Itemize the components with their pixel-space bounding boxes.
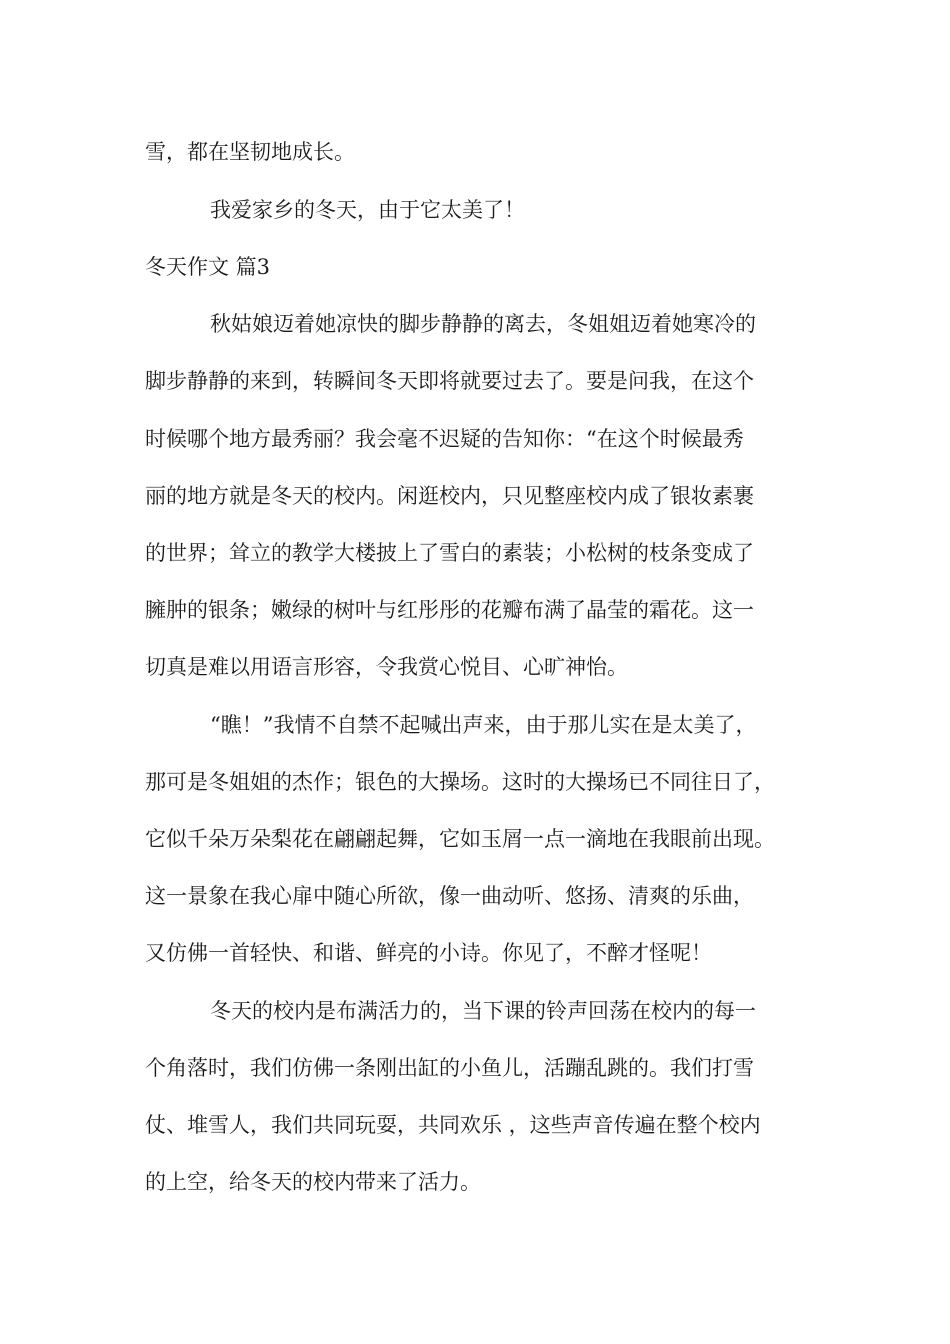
paragraph-line: 丽的地方就是冬天的校内。闲逛校内，只见整座校内成了银妆素裹 bbox=[145, 484, 754, 508]
section-heading: 冬天作文 篇3 bbox=[145, 255, 271, 279]
paragraph-line: 臃肿的银条；嫩绿的树叶与红彤彤的花瓣布满了晶莹的霜花。这一 bbox=[145, 598, 754, 622]
paragraph-line: 我爱家乡的冬天，由于它太美了！ bbox=[210, 198, 525, 222]
paragraph-line: 个角落时，我们仿佛一条刚出缸的小鱼儿，活蹦乱跳的。我们打雪 bbox=[145, 1056, 754, 1080]
paragraph-line: “瞧！”我情不自禁不起喊出声来，由于那儿实在是太美了， bbox=[210, 713, 757, 737]
paragraph-line: 切真是难以用语言形容，令我赏心悦目、心旷神怡。 bbox=[145, 655, 628, 679]
paragraph-line: 又仿佛一首轻快、和谐、鲜亮的小诗。你见了，不醉才怪呢！ bbox=[145, 941, 712, 965]
paragraph-line: 那可是冬姐姐的杰作；银色的大操场。这时的大操场已不同往日了， bbox=[145, 770, 775, 794]
paragraph-line: 雪，都在坚韧地成长。 bbox=[145, 140, 355, 164]
paragraph-line: 的上空，给冬天的校内带来了活力。 bbox=[145, 1170, 481, 1194]
paragraph-line: 时候哪个地方最秀丽？我会毫不迟疑的告知你：“在这个时候最秀 bbox=[145, 427, 744, 451]
paragraph-line: 冬天的校内是布满活力的，当下课的铃声回荡在校内的每一 bbox=[210, 999, 756, 1023]
paragraph-line: 仗、堆雪人，我们共同玩耍，共同欢乐 ，这些声音传遍在整个校内 bbox=[145, 1113, 761, 1137]
paragraph-line: 这一景象在我心扉中随心所欲，像一曲动听、悠扬、清爽的乐曲， bbox=[145, 884, 754, 908]
paragraph-line: 它似千朵万朵梨花在翩翩起舞，它如玉屑一点一滴地在我眼前出现。 bbox=[145, 827, 775, 851]
paragraph-line: 秋姑娘迈着她凉快的脚步静静的离去，冬姐姐迈着她寒冷的 bbox=[210, 312, 756, 336]
paragraph-line: 的世界；耸立的教学大楼披上了雪白的素装；小松树的枝条变成了 bbox=[145, 541, 754, 565]
paragraph-line: 脚步静静的来到，转瞬间冬天即将就要过去了。要是问我，在这个 bbox=[145, 369, 754, 393]
